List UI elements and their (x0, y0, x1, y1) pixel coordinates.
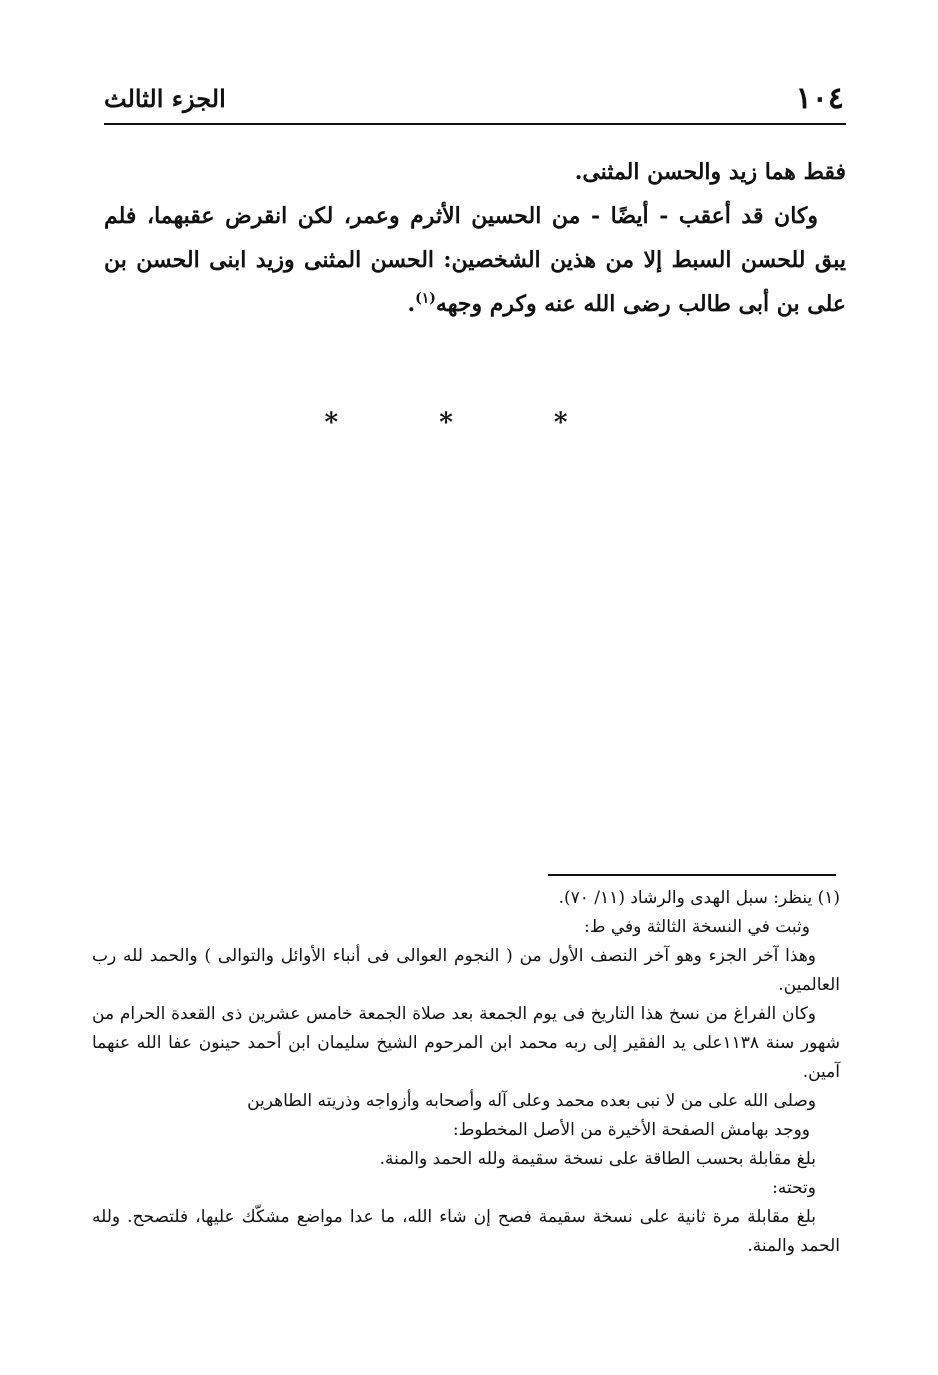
header-rule (104, 123, 846, 125)
footnote-line: وثبت في النسخة الثالثة وفي ط: (584, 917, 810, 937)
main-text (104, 150, 846, 326)
paragraph-text: وكان قد أعقب - أيضًا - من الحسين الأثرم وعمر، لكن انقرض عقبهما، فلم يبق للحسن السبط إلا من هذين الشخصين: الحسن المثنى وزيد ابنى الحسن بن على بن أبى طالب رضى الله عنه وكرم وجهه (104, 203, 846, 317)
paragraph-end: . (407, 291, 416, 317)
footnotes (92, 884, 840, 1261)
paragraph: فقط هما زيد والحسن المثنى. (574, 159, 846, 185)
footnote-line: وكان الفراغ من نسخ هذا التاريخ فى يوم الجمعة بعد صلاة الجمعة خامس عشرين ذى القعدة الحرام من شهور سنة ١١٣٨على يد الفقير إلى ربه محمد ابن المرحوم الشيخ سليمان ابن أحمد حينون عفا الله عنهما آمين. (92, 1004, 840, 1082)
page-number: ١٠٤ (795, 81, 844, 116)
footnote-line: وصلى الله على من لا نبى بعده محمد وعلى آله وأصحابه وأزواجه وذريته الطاهرين (247, 1091, 816, 1111)
section-separator: * * * (324, 408, 614, 438)
footnote-rule (548, 874, 836, 876)
footnote-1: (١) ينظر: سبل الهدى والرشاد (١١/ ٧٠). (558, 888, 840, 908)
footnote-line: ووجد بهامش الصفحة الأخيرة من الأصل المخطوط: (452, 1120, 810, 1140)
paragraph (104, 194, 846, 326)
footnote-line: وتحته: (772, 1178, 816, 1198)
footnote-line: بلغ مقابلة مرة ثانية على نسخة سقيمة فصح إن شاء الله، ما عدا مواضع مشكّك عليها، فلتصحح. ولله الحمد والمنة. (92, 1207, 840, 1256)
footnote-line: بلغ مقابلة بحسب الطاقة على نسخة سقيمة ولله الحمد والمنة. (379, 1149, 816, 1169)
footnote-reference[interactable]: (١) (415, 290, 436, 307)
page-header (104, 80, 844, 120)
running-title: الجزء الثالث (104, 84, 226, 113)
footnote-line: وهذا آخر الجزء وهو آخر النصف الأول من ( النجوم العوالى فى أنباء الأوائل والتوالى ) والحمد لله رب العالمين. (92, 946, 840, 995)
